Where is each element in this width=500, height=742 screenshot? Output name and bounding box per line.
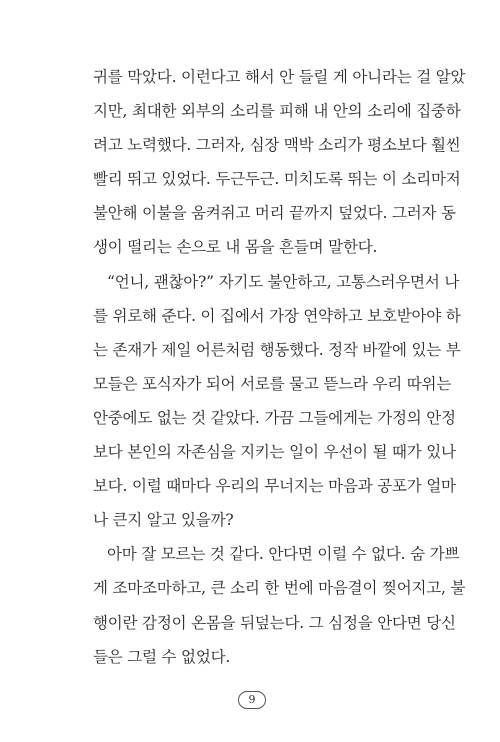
text-line: 를 위로해 준다. 이 집에서 가장 연약하고 보호받아야 하 [93,306,461,325]
text-line: 빨리 뛰고 있었다. 두근두근. 미치도록 뛰는 이 소리마저 [93,170,461,189]
text-line: 지만, 최대한 외부의 소리를 피해 내 안의 소리에 집중하 [93,102,461,121]
text-line: 불안해 이불을 움켜쥐고 머리 끝까지 덮었다. 그러자 동 [93,204,456,223]
text-line: “언니, 괜찮아?” 자기도 불안하고, 고통스러우면서 나 [107,272,460,291]
text-line: 게 조마조마하고, 큰 소리 한 번에 마음결이 찢어지고, 불 [93,579,466,598]
text-line: 는 존재가 제일 어른처럼 행동했다. 정작 바깥에 있는 부 [93,340,461,359]
text-line: 보다 본인의 자존심을 지키는 일이 우선이 될 때가 있나 [93,443,456,462]
text-line: 들은 그럴 수 없었다. [93,647,231,666]
text-line: 생이 떨리는 손으로 내 몸을 흔들며 말한다. [93,238,378,257]
text-line: 귀를 막았다. 이런다고 해서 안 들릴 게 아니라는 걸 알았 [93,68,466,86]
text-line: 안중에도 없는 것 같았다. 가끔 그들에게는 가정의 안정 [93,408,456,427]
text-line: 아마 잘 모르는 것 같다. 안다면 이럴 수 없다. 숨 가쁘 [107,545,460,564]
text-line: 나 큰지 알고 있을까? [93,511,234,530]
text-line: 모들은 포식자가 되어 서로를 물고 뜯느라 우리 따위는 [93,374,452,393]
text-line: 려고 노력했다. 그러자, 심장 맥박 소리가 평소보다 훨씬 [93,136,461,155]
text-line: 보다. 이럴 때마다 우리의 무너지는 마음과 공포가 얼마 [93,477,456,496]
body-text [93,60,466,674]
text-line: 행이란 감정이 온몸을 뒤덮는다. 그 심정을 안다면 당신 [93,613,456,632]
page-number-badge: 9 [238,691,266,709]
